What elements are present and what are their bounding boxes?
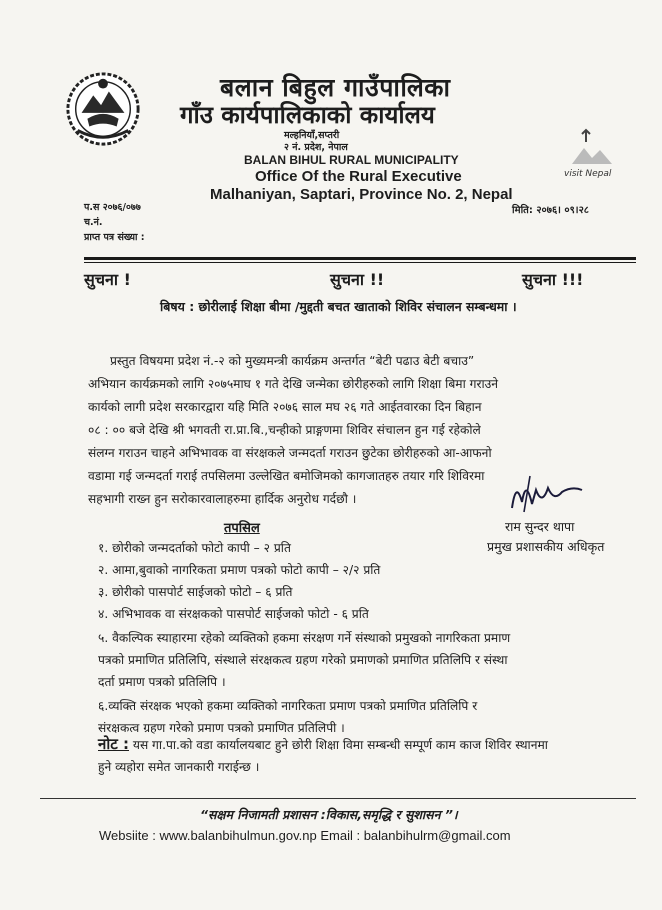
- schedule-item: ३. छोरीको पासपोर्ट साईजको फोटो – ६ प्रति: [98, 585, 293, 599]
- handwritten-signature: [502, 472, 592, 518]
- address-english: Malhaniyan, Saptari, Province No. 2, Nepal: [210, 186, 513, 203]
- visit-nepal-text: visit Nepal: [564, 169, 612, 179]
- note-text-line2: हुने व्यहोरा समेत जानकारी गराईन्छ ।: [98, 760, 260, 774]
- footer-divider: [40, 798, 636, 799]
- schedule-item-line: पत्रको प्रमाणित प्रतिलिपि, संस्थाले संरक्षकत्व ग्रहण गरेको प्रमाणको प्रमाणित प्रतिलिपि र संस्था: [98, 653, 508, 667]
- schedule-item-line: संरक्षकत्व ग्रहण गरेको प्रमाण पत्रको प्रमाणित प्रतिलिपी ।: [98, 721, 345, 735]
- header-divider-thin: [84, 262, 636, 263]
- note-label: नोट :: [98, 735, 129, 753]
- signatory-name: राम सुन्दर थापा: [505, 519, 575, 534]
- schedule-item-line: दर्ता प्रमाण पत्रको प्रतिलिपि ।: [98, 675, 226, 689]
- schedule-item-line: ५. वैकल्पिक स्याहारमा रहेको व्यक्तिको हकमा संरक्षण गर्ने संस्थाको प्रमुखको नागरिकता प्रमाण: [98, 631, 511, 645]
- body-line: कार्यको लागी प्रदेश सरकारद्वारा यहि मिति २०७६ साल मघ २६ गते आईतवारका दिन बिहान: [88, 400, 482, 414]
- notice-heading-3: सुचना !!!: [522, 270, 584, 289]
- signatory-title: प्रमुख प्रशासकीय अधिकृत: [487, 539, 605, 554]
- body-line: सहभागी राख्न हुन सरोकारवालाहरुमा हार्दिक अनुरोध गर्दछौ ।: [88, 492, 357, 506]
- footer-motto: “सक्षम निजामती प्रशासन :विकास,समृद्धि र सुशासन ”।: [200, 807, 458, 822]
- notice-heading-2: सुचना !!: [330, 270, 385, 289]
- footer-contact: Websiite : www.balanbihulmun.gov.np Email : balanbihulrm@gmail.com: [99, 828, 511, 843]
- body-line: प्रस्तुत विषयमा प्रदेश नं.-२ को मुख्यमन्त्री कार्यक्रम अन्तर्गत “बेटी पढाउ बेटी बचाउ”: [110, 354, 475, 368]
- visit-nepal-logo: [560, 128, 620, 180]
- nepal-emblem-logo: [64, 70, 142, 148]
- body-line: संलग्न गराउन चाहने अभिभावक वा संरक्षकले जन्मदर्ता गराउन छुटेका छोरीहरुको आ-आफनो: [88, 446, 492, 460]
- schedule-heading: तपसिल: [224, 521, 260, 536]
- body-line: वडामा गई जन्मदर्ता गराई तपसिलमा उल्लेखित बमोजिमको कागजातहरु तयार गरि शिविरमा: [88, 469, 485, 483]
- note-text: यस गा.पा.को वडा कार्यालयबाट हुने छोरी शिक्षा विमा सम्बन्धी सम्पूर्ण काम काज शिविर स्थानमा: [129, 738, 548, 752]
- letter-number: प.स २०७६/०७७: [84, 202, 141, 213]
- schedule-item: ४. अभिभावक वा संरक्षकको पासपोर्ट साईजको फोटो - ६ प्रति: [98, 607, 369, 621]
- header-divider: [84, 257, 636, 260]
- note-block: [98, 733, 638, 778]
- schedule-item: १. छोरीको जन्मदर्ताको फोटो कापी – २ प्रति: [98, 541, 291, 555]
- notice-heading-1: सुचना !: [84, 270, 131, 289]
- body-line: अभियान कार्यक्रमको लागि २०७५माघ १ गते देखि जन्मेका छोरीहरुको लागि शिक्षा बिमा गराउने: [88, 377, 499, 391]
- address-nepali-line2: २ नं. प्रदेश, नेपाल: [284, 142, 348, 153]
- address-nepali-line1: मल्हनियाँ,सप्तरी: [284, 130, 340, 141]
- body-line: ०८ : ०० बजे देखि श्री भगवती रा.प्रा.बि.,चन्हीको प्राङ्गणमा शिविर संचालन हुन गई रहेकोले: [88, 423, 481, 437]
- dispatch-number: च.नं.: [84, 217, 103, 228]
- subject-line: बिषय : छोरीलाई शिक्षा बीमा /मुद्दती बचत खाताको शिविर संचालन सम्बन्धमा ।: [160, 299, 517, 314]
- received-letter-number: प्राप्त पत्र संख्या :: [84, 232, 145, 243]
- schedule-item: २. आमा,बुवाको नागरिकता प्रमाण पत्रको फोटो कापी – २/२ प्रति: [98, 563, 381, 577]
- schedule-item-5: [98, 627, 628, 693]
- letter-date: मिति: २०७६। ०९।२८: [512, 205, 590, 216]
- schedule-item-line: ६.व्यक्ति संरक्षक भएको हकमा व्यक्तिको नागरिकता प्रमाण पत्रको प्रमाणित प्रतिलिपि र: [98, 699, 478, 713]
- office-type-english: Office Of the Rural Executive: [255, 168, 462, 185]
- office-name-nepali: बलान बिहुल गाउँपालिका: [220, 73, 451, 102]
- office-name-english: BALAN BIHUL RURAL MUNICIPALITY: [244, 153, 459, 167]
- office-type-nepali: गाँउ कार्यपालिकाको कार्यालय: [180, 101, 435, 129]
